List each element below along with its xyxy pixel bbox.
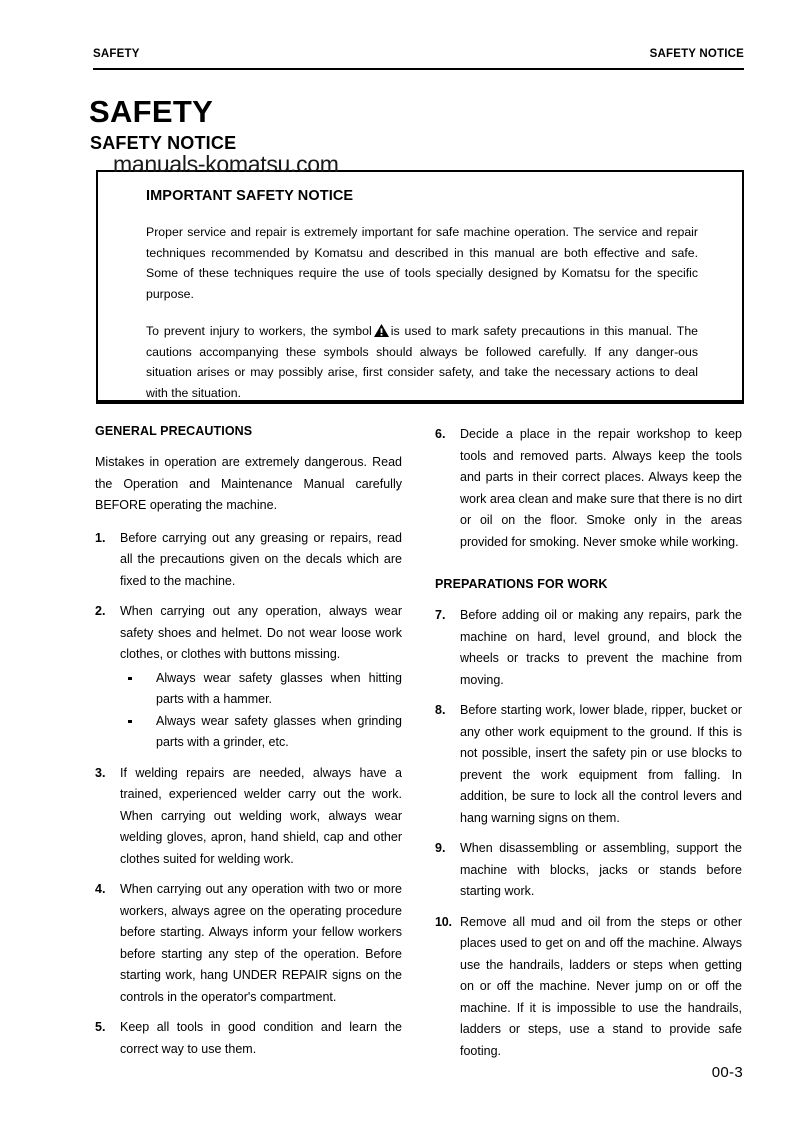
page-subtitle: SAFETY NOTICE <box>90 133 237 153</box>
list-item-number: 2. <box>95 604 106 618</box>
page-number: 00-3 <box>711 1064 743 1081</box>
list-item-text: When carrying out any operation with two or more workers, always agree on the operating procedure before starting. Always inform your fellow workers before starting any step of the operation. Before starting work, hang UNDER REPAIR signs on the controls in the operator's compartment. <box>120 882 402 1004</box>
list-item-text: If welding repairs are needed, always have a trained, experienced welder carry out the work. When carrying out welding work, always wear welding gloves, apron, hand shield, cap and other clothes suited for welding work. <box>120 765 402 866</box>
notice-paragraph-1: Proper service and repair is extremely important for safe machine operation. The service and repair techniques recommended by Komatsu and described in this manual are both effective and safe. Some of these techniques require the use of tools specially designed by Komatsu for the specific purpose. <box>146 225 698 301</box>
important-safety-notice-box <box>96 170 744 404</box>
list-item-text: Before carrying out any greasing or repairs, read all the precautions given on the decals which are fixed to the machine. <box>120 530 402 588</box>
list-item <box>95 879 402 1008</box>
list-item-number: 1. <box>95 530 106 545</box>
list-item-text: Always wear safety glasses when hitting parts with a hammer. <box>156 670 402 706</box>
list-item <box>435 912 742 1063</box>
list-item-number: 10. <box>435 914 452 929</box>
list-item-text: Keep all tools in good condition and learn the correct way to use them. <box>120 1020 402 1056</box>
notice-heading: IMPORTANT SAFETY NOTICE <box>146 188 354 204</box>
list-item-text: Always wear safety glasses when grinding parts with a grinder, etc. <box>156 713 402 749</box>
list-item-number: 4. <box>95 882 106 896</box>
list-item-number: 7. <box>435 608 446 622</box>
list-item-text: Remove all mud and oil from the steps or other places used to get on and off the machine. Always use the handrails, ladders or steps when getting on or off the machine. Never jump on or off the machine. If it is impossible to use the handrails, ladders or steps, use a stand to provide safe footing. <box>460 914 742 1058</box>
preparations-for-work-heading: PREPARATIONS FOR WORK <box>435 577 608 591</box>
square-bullet-icon <box>128 677 132 681</box>
list-item <box>95 601 402 754</box>
list-item <box>435 838 742 903</box>
header-divider-rule <box>93 68 744 70</box>
list-item <box>95 1017 402 1060</box>
notice-paragraph-2-after: is used to mark safety precautions in this manual. The cautions accompanying these symbols should always be followed carefully. If any danger-ous situation arises or may possibly arise, first consider safety, and take the necessary actions to deal with the situation. <box>146 324 698 400</box>
watermark-text: manuals-komatsu.com <box>113 151 339 177</box>
left-column <box>95 424 402 1060</box>
list-item <box>95 763 402 871</box>
general-precautions-heading: GENERAL PRECAUTIONS <box>95 424 253 438</box>
list-item-text: Before adding oil or making any repairs, park the machine on hard, level ground, and block the wheels or tracks to prevent the machine from moving. <box>460 608 742 687</box>
notice-paragraph-2 <box>146 321 698 403</box>
list-item <box>435 424 742 553</box>
list-item <box>95 528 402 593</box>
general-precautions-intro: Mistakes in operation are extremely dangerous. Read the Operation and Maintenance Manual carefully BEFORE operating the machine. <box>95 455 402 512</box>
list-item-number: 5. <box>95 1020 106 1034</box>
general-precautions-list-continued <box>435 424 742 553</box>
list-item <box>120 668 402 711</box>
list-item-number: 8. <box>435 703 446 717</box>
list-item-text: Decide a place in the repair workshop to keep tools and removed parts. Always keep the tools and parts in their correct places. Always keep the work area clean and make sure that there is no dirt or oil on the floor. Smoke only in the areas provided for smoking. Never smoke while working. <box>460 427 742 549</box>
right-column <box>435 424 742 1062</box>
warning-triangle-icon <box>374 324 389 337</box>
running-header-left: SAFETY <box>93 48 140 60</box>
list-item-number: 6. <box>435 427 446 441</box>
notice-paragraph-2-before: To prevent injury to workers, the symbol <box>146 324 372 338</box>
list-item <box>435 700 742 829</box>
preparations-for-work-list <box>435 605 742 1062</box>
page-title: SAFETY <box>89 94 214 129</box>
running-header-right: SAFETY NOTICE <box>649 48 744 60</box>
list-item-text: When carrying out any operation, always wear safety shoes and helmet. Do not wear loose work clothes, or clothes with buttons missing. <box>120 604 402 661</box>
sub-bullet-list <box>120 668 402 754</box>
general-precautions-list <box>95 528 402 1061</box>
list-item <box>120 711 402 754</box>
list-item-number: 9. <box>435 841 446 855</box>
list-item-text: When disassembling or assembling, support the machine with blocks, jacks or stands before starting work. <box>460 841 742 898</box>
list-item-text: Before starting work, lower blade, ripper, bucket or any other work equipment to the ground. If this is not possible, insert the safety pin or use blocks to prevent the work equipment from falling. In addition, be sure to lock all the control levers and hang warning signs on them. <box>460 703 742 825</box>
running-header <box>93 48 744 60</box>
list-item <box>435 605 742 691</box>
list-item-number: 3. <box>95 765 106 780</box>
square-bullet-icon <box>128 720 132 724</box>
